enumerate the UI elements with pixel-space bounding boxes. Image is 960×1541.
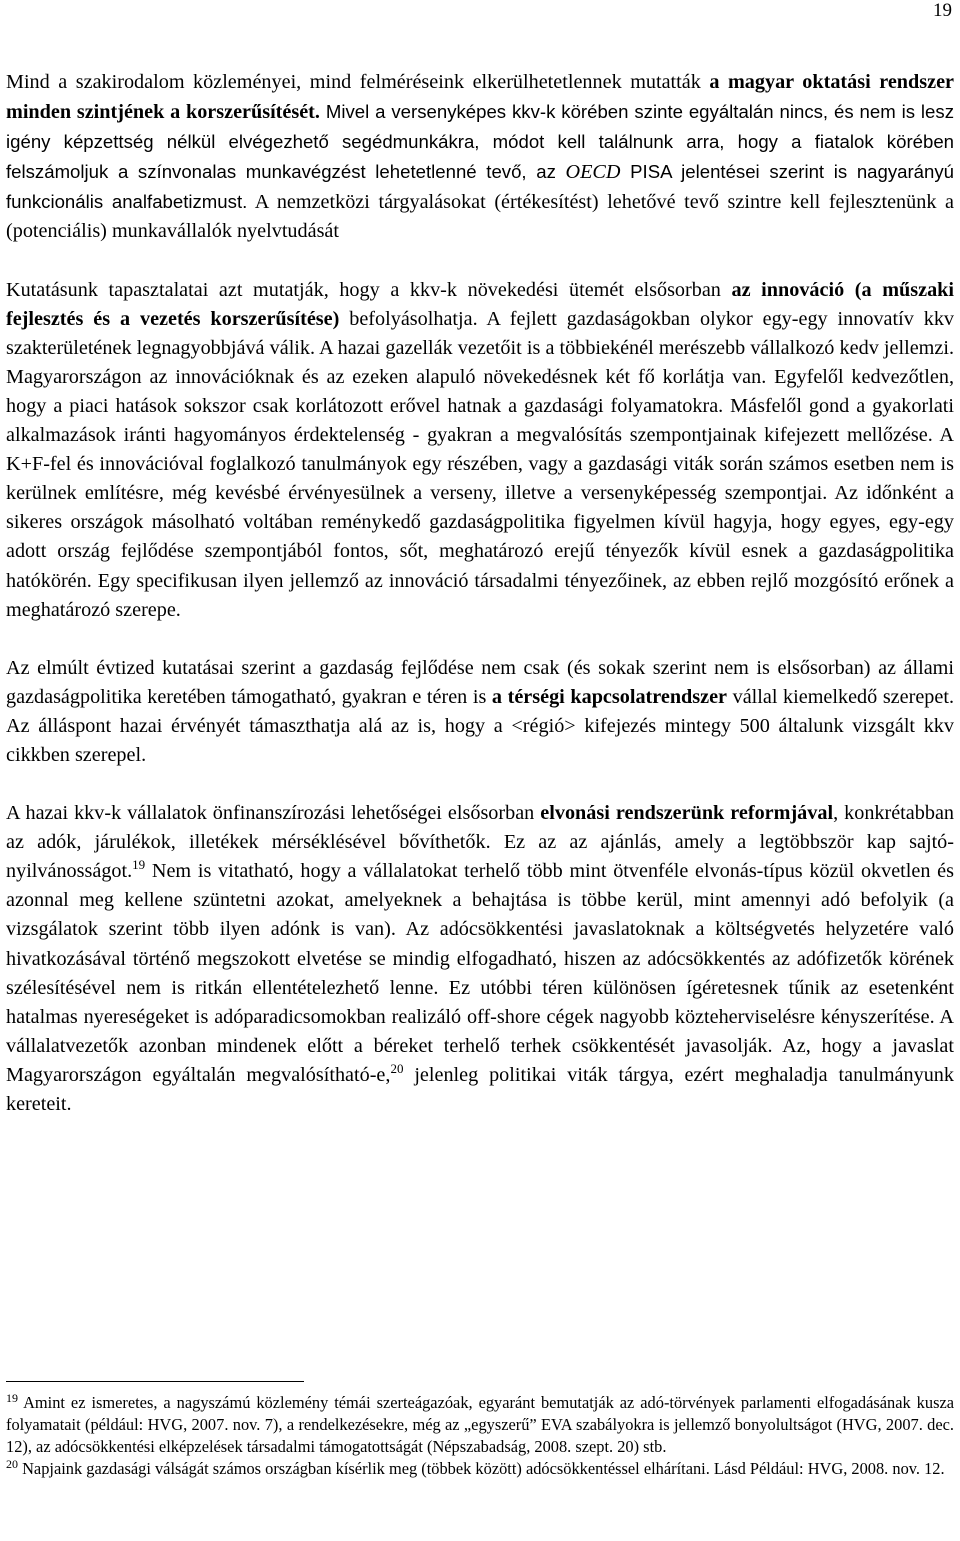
- body-text: [6, 68, 954, 1148]
- text-run: A hazai kkv-k vállalatok önfinanszírozási lehetőségei elsősorban: [6, 802, 541, 825]
- footnote-number: 19: [6, 1391, 18, 1405]
- footnote-ref: 20: [390, 1060, 404, 1076]
- paragraph-3: [6, 654, 954, 770]
- footnote-text: Napjaink gazdasági válságát számos országban kísérlik meg (többek között) adócsökkentéssel elhárítani. Lásd Például: HVG, 2008. nov. 12.: [18, 1459, 945, 1478]
- footnote-ref: 19: [132, 857, 146, 873]
- paragraph-4: [6, 799, 954, 1119]
- paragraph-1: [6, 68, 954, 247]
- text-run: A nemzetközi tárgyalásokat (értékesítést) lehetővé tevő szintre kell fejlesztenünk a (potenciális) munkavállalók nyelvtudását: [6, 191, 954, 243]
- footnote-20: [6, 1458, 954, 1480]
- footnote-text: Amint ez ismeretes, a nagyszámú közlemény témái szerteágazóak, egyaránt bemutatják az adó-törvények parlamenti elfogadásának kusza folyamatait (például: HVG, 2007. nov. 7), a rendelkezésekre, még az „egyszerű” EVA szabályokra is jellemző bonyolultságot (HVG, 2007. dec. 12), az adócsökkentési elképzelések társadalmi támogatottságát (Népszabadság, 2008. szept. 20) stb.: [6, 1393, 954, 1456]
- text-run: befolyásolhatja. A fejlett gazdaságokban olykor egy-egy innovatív kkv szakterületének legnagyobbjává válik. A hazai gazellák vezetőit is a többiekénél merészebb vállalkozó kedv jellemzi. Magyarországon az innovációknak és az ezeken alapuló növekedésnek két fő korlátja van. Egyfelől kedvezőtlen, hogy a piaci hatások sokszor csak korlátozott erővel hatnak a gazdasági folyamatokra. Másfelől gond a gyakorlati alkalmazások iránti hagyományos érdektelenség - gyakran a megvalósítás szempontjainak kifejezett mellőzése. A K+F-fel és innovációval foglalkozó tanulmányok egy részében, vagy a gazdasági viták során számos esetben nem is kerülnek említésre, még kevésbé érvényesülnek a verseny, illetve a versenyképesség szempontjai. Az időnként a sikeres országok másolható voltában reménykedő gazdaságpolitika figyelmen kívül hagyja, hogy egyes, egy-egy adott ország fejlődése szempontjából fontos, sőt, meghatározó erejű tényezők kívül esnek a gazdaságpolitika hatókörén. Egy specifikusan ilyen jellemző az innováció társadalmi tényezőinek, az ebben rejlő mozgósító erőnek a meghatározó szerepe.: [6, 307, 955, 621]
- emphasis-text: a magyar oktatási rendszer minden szintjének a korszerűsítését.: [6, 71, 954, 124]
- footnote-separator: [6, 1381, 304, 1382]
- text-run: Nem is vitatható, hogy a vállalatokat terhelő több mint ötvenféle elvonás-típus közül okvetlen és azonnal meg kellene szüntetni azokat, amelyeknek a behajtása is többe kerül, mint amennyi adó befolyik (a vizsgálatok szerint több ilyen adónk is van). Az adócsökkentési javaslatoknak a költségvetés helyzetére való hivatkozásával történő megszokott elvetése se mindig elfogadható, hiszen az adócsökkentés az adófizetők körének szélesítésével nem is ritkán ellentételezhető lenne. Ez utóbbi téren különösen ígéretesnek tűnik az esetenként hatalmas nyereségeket is adóparadicsomokban realizáló off-shore cégek nagyobb közteherviselésre kényszerítése. A vállalatvezetők azonban mindenek előtt a béreket terhelő terhek csökkentését javasolják. Az, hogy a javaslat Magyarországon egyáltalán megvalósítható-e,: [6, 860, 954, 1086]
- emphasis-text: elvonási rendszerünk reformjával: [540, 802, 834, 825]
- text-run: vállal kiemelkedő szerepet. Az álláspont hazai érvényét támaszthatja alá az is, hogy a <régió> kifejezés mintegy 500 általunk vizsgált kkv cikkben szerepel.: [6, 685, 954, 766]
- italic-text: OECD: [565, 161, 621, 184]
- text-run: PISA jelentései szerint is nagyarányú funkcionális analfabetizmust.: [6, 161, 954, 213]
- emphasis-text: az innováció (a műszaki fejlesztés és a vezetés korszerűsítése): [6, 278, 955, 330]
- footnote-19: [6, 1392, 954, 1458]
- paragraph-2: [6, 276, 954, 625]
- emphasis-text: a térségi kapcsolatrendszer: [491, 685, 728, 708]
- text-run: Kutatásunk tapasztalatai azt mutatják, hogy a kkv-k növekedési ütemét elsősorban: [6, 278, 732, 301]
- text-run: Mind a szakirodalom közleményei, mind felméréseink elkerülhetetlennek mutatták: [6, 71, 710, 93]
- page-number: 19: [933, 0, 952, 21]
- text-run: Az elmúlt évtized kutatásai szerint a gazdaság fejlődése nem csak (és sokak szerint nem is elsősorban) az állami gazdaságpolitika keretében támogatható, gyakran e téren is: [6, 656, 954, 708]
- text-run: Mivel a versenyképes kkv-k körében szinte egyáltalán nincs, és nem is lesz igény képzettség nélkül elvégezhető segédmunkákra, módot kell találnunk arra, hogy a fiatalok körében felszámoljuk a színvonalas munkavégzést lehetetlenné tevő, az: [6, 101, 954, 183]
- footnote-number: 20: [6, 1457, 18, 1471]
- footnotes: [6, 1392, 954, 1480]
- text-run: , konkrétabban az adók, járulékok, illetékek mérséklésével bővíthetők. Ez az az ajánlás, amely a legtöbbször kap sajtó-nyilvánosságot.: [6, 802, 954, 883]
- text-run: jelenleg politikai viták tárgya, ezért meghaladja tanulmányunk kereteit.: [6, 1063, 954, 1115]
